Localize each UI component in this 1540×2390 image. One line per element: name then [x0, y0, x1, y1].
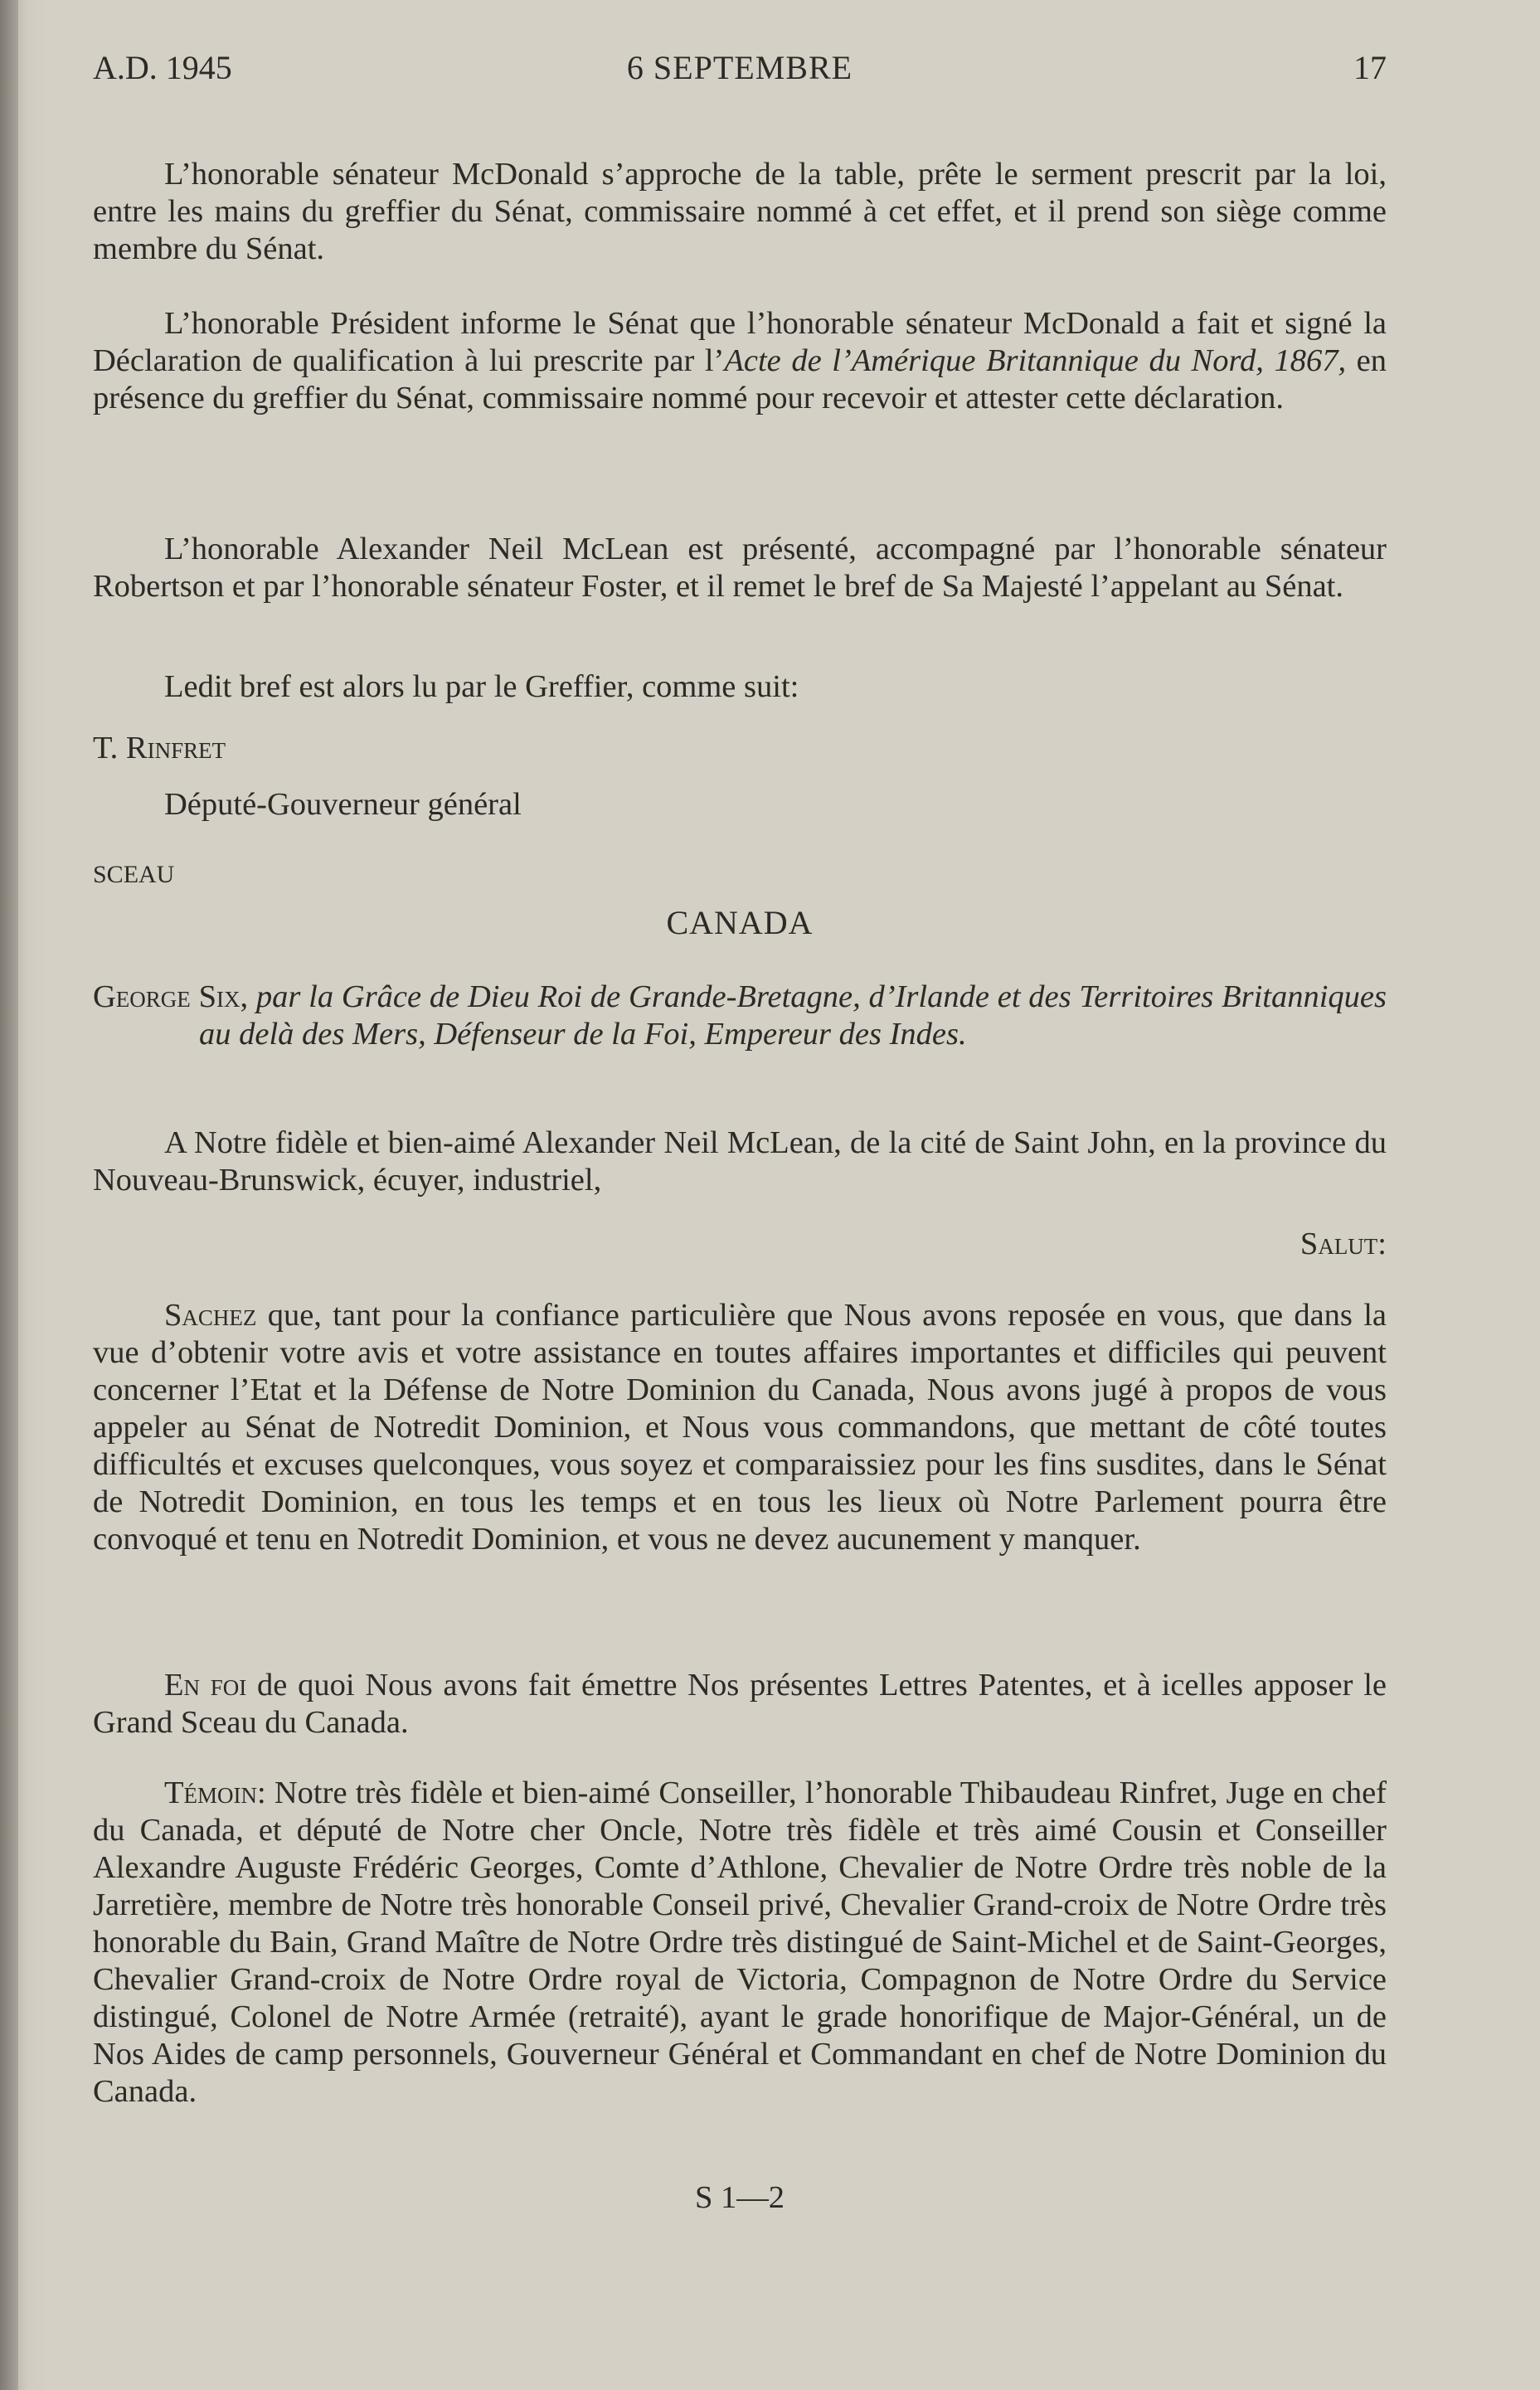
paragraph-oath: L’honorable sénateur McDonald s’approche de la table, prête le serment prescrit par la loi, entre les mains du greffier du Sénat, commissaire nommé à cet effet, et il prend son siège comme membre du Sénat.	[93, 157, 1387, 266]
king-name: George Six,	[93, 979, 249, 1014]
en-foi-lead: En foi	[164, 1668, 247, 1703]
paragraph-address: A Notre fidèle et bien-aimé Alexander Neil McLean, de la cité de Saint John, en la province du Nouveau-Brunswick, écuyer, industriel,	[93, 1125, 1387, 1197]
seal-label: SCEAU	[93, 861, 175, 888]
signer-title: Député-Gouverneur général	[164, 787, 522, 822]
paragraph-sachez	[93, 1297, 1387, 1558]
header-year: A.D. 1945	[93, 49, 232, 86]
act-title: Acte de l’Amérique Britannique du Nord, 1867,	[724, 343, 1347, 378]
sachez-lead: Sachez	[164, 1298, 257, 1333]
declaration-text-b: en présence du greffier du Sénat, commissaire nommé pour recevoir et attester cette déclaration.	[93, 343, 1387, 415]
paragraph-writ-read: Ledit bref est alors lu par le Greffier, comme suit:	[164, 669, 799, 704]
page-header	[93, 48, 1387, 90]
signature-mark: S 1—2	[694, 2180, 785, 2215]
paragraph-temoin	[93, 1775, 1387, 2111]
page-number: 17	[1353, 49, 1387, 86]
king-styles: par la Grâce de Dieu Roi de Grande-Bretagne, d’Irlande et des Territoires Britanniques au delà des Mers, Défenseur de la Foi, Empereur des Indes.	[199, 979, 1387, 1052]
page-binding-edge	[0, 0, 18, 2390]
header-date: 6 SEPTEMBRE	[626, 49, 853, 86]
paragraph-en-foi	[93, 1667, 1387, 1741]
temoin-lead: Témoin:	[164, 1775, 266, 1810]
en-foi-text: de quoi Nous avons fait émettre Nos présentes Lettres Patentes, et à icelles apposer le Grand Sceau du Canada.	[93, 1668, 1387, 1740]
salutation: Salut:	[1300, 1227, 1387, 1261]
sachez-text: que, tant pour la confiance particulière que Nous avons reposée en vous, que dans la vue d’obtenir votre avis et votre assistance en toutes affaires importantes et difficiles qui peuvent concerner l’Etat et la Défense de Notre Dominion du Canada, Nous avons jugé à propos de vous appeler au Sénat de Notredit Dominion, et Nous vous commandons, que mettant de côté toutes difficultés et excuses quelconques, vous soyez et comparaissiez pour les fins susdites, dans le Sénat de Notredit Dominion, en tous les temps et en tous les lieux où Notre Parlement pourra être convoqué et tenu en Notredit Dominion, et vous ne devez aucunement y manquer.	[93, 1298, 1387, 1557]
paragraph-presentation: L’honorable Alexander Neil McLean est présenté, accompagné par l’honorable sénateur Robertson et par l’honorable sénateur Foster, et il remet le bref de Sa Majesté l’appelant au Sénat.	[93, 532, 1387, 604]
temoin-text: Notre très fidèle et bien-aimé Conseiller, l’honorable Thibaudeau Rinfret, Juge en chef du Canada, et député de Notre cher Oncle, Notre très fidèle et très aimé Cousin et Conseiller Alexandre Auguste Frédéric Georges, Comte d’Athlone, Chevalier de Notre Ordre très noble de la Jarretière, membre de Notre très honorable Conseil privé, Chevalier Grand-croix de Notre Ordre très honorable du Bain, Grand Maître de Notre Ordre très distingué de Saint-Michel et de Saint-Georges, Chevalier Grand-croix de Notre Ordre royal de Victoria, Compagnon de Notre Ordre du Service distingué, Colonel de Notre Armée (retraité), ayant le grade honorifique de Major-Général, un de Nos Aides de camp personnels, Gouverneur Général et Commandant en chef de Notre Dominion du Canada.	[93, 1775, 1387, 2109]
heading-canada: CANADA	[666, 904, 814, 941]
declaration-text-a: L’honorable Président informe le Sénat que l’honorable sénateur McDonald a fait et signé la Déclaration de qualification à lui prescrite par l’	[93, 306, 1387, 378]
royal-title	[93, 979, 1387, 1053]
signer-name: T. Rinfret	[93, 731, 226, 765]
paragraph-declaration	[93, 305, 1387, 417]
